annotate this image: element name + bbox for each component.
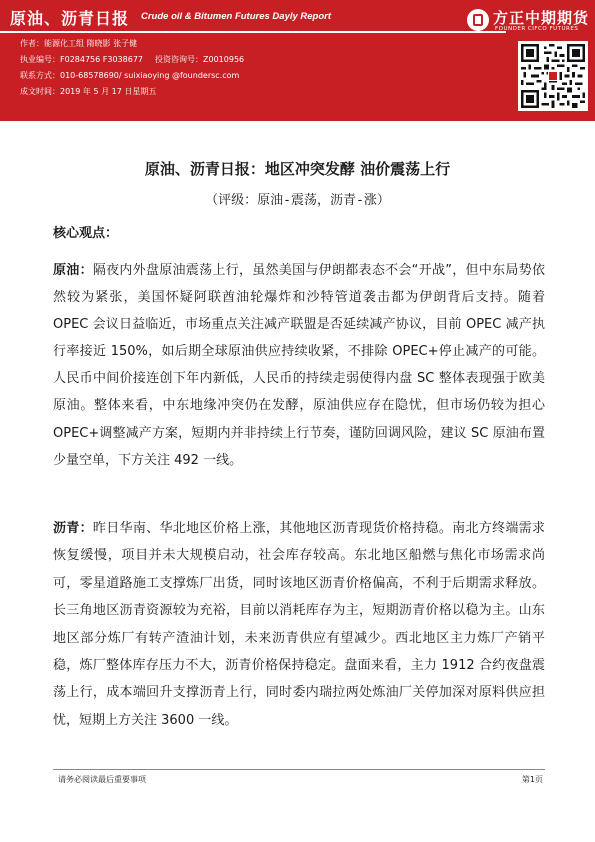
asphalt-paragraph xyxy=(53,515,545,734)
consult-number: 投资咨询号：Z0010956 xyxy=(155,55,245,64)
license-number: 执业编号：F0284756 F3038677 xyxy=(20,55,144,64)
logo-name-cn: 方正中期期货 xyxy=(493,9,590,27)
asphalt-label: 沥青： xyxy=(53,521,93,536)
contact-line: 联系方式：010-68578690/ suixiaoying @foundersc.com xyxy=(20,71,240,80)
core-views-heading: 核心观点： xyxy=(53,226,119,241)
report-title: 原油、沥青日报：地区冲突发酵 油价震荡上行 xyxy=(144,160,451,178)
logo-mark-icon xyxy=(467,9,489,31)
report-series-title: 原油、沥青日报 xyxy=(10,9,130,28)
qr-code-icon xyxy=(521,44,585,108)
asphalt-text: 昨日华南、华北地区价格上涨，其他地区沥青现货价格持稳。南北方终端需求恢复缓慢，项目并未大规模启动，社会库存较高。东北地区船燃与焦化市场需求尚可，零星道路施工支撑炼厂出货，同时该地区沥青价格偏高，不利于后期需求释放。长三角地区沥青资源较为充裕，目前以消耗库存为主，短期沥青价格以稳为主。山东地区部分炼厂有转产渣油计划，未来沥青供应有望减少。西北地区主力炼厂产销平稳，炼厂整体库存压力不大，沥青价格保持稳定。盘面来看，主力 1912 合约夜盘震荡上行，成本端回升支撑沥青上行，同时委内瑞拉两处炼油厂关停加深对原料供应担忧，短期上方关注 3600 一线。 xyxy=(53,521,545,728)
report-header-banner xyxy=(0,0,595,121)
crude-oil-label: 原油： xyxy=(53,263,93,278)
page-number: 第1页 xyxy=(521,775,543,784)
company-logo xyxy=(467,7,589,35)
report-series-subtitle: Crude oil & Bitumen Futures Dayly Report xyxy=(141,11,332,22)
qr-code xyxy=(518,41,588,111)
crude-oil-paragraph xyxy=(53,257,545,474)
license-info-line xyxy=(20,52,244,68)
header-divider xyxy=(0,31,506,33)
date-line: 成文时间：2019 年 5 月 17 日星期五 xyxy=(20,87,157,96)
footer-divider xyxy=(53,769,545,770)
author-info-block xyxy=(20,36,244,100)
crude-oil-text: 隔夜内外盘原油震荡上行，虽然美国与伊朗都表态不会“开战”，但中东局势依然较为紧张，美国怀疑阿联酋油轮爆炸和沙特管道袭击都为伊朗背后支持。随着 OPEC 会议日益临近，市场重点关注减产联盟是否延续减产协议，目前 OPEC 减产执行率接近 150%，如后期全球原油供应持续收紧，不排除 OPEC+停止减产的可能。人民币中间价接连创下年内新低，人民币的持续走弱使得内盘 SC 整体表现强于欧美原油。整体来看，中东地缘冲突仍在发酵，原油供应存在隐忧，但市场仍较为担心 OPEC+调整减产方案，短期内并非持续上行节奏，谨防回调风险，建议 SC 原油布置少量空单，下方关注 492 一线。 xyxy=(53,263,545,468)
footer-disclaimer-note: 请务必阅读最后重要事项 xyxy=(58,775,146,784)
logo-name-en: FOUNDER CIFCO FUTURES xyxy=(495,26,579,32)
authors-line: 作者：能源化工组 隋晓影 张子健 xyxy=(20,39,138,48)
report-rating: （评级：原油-震荡，沥青-涨） xyxy=(205,193,390,208)
